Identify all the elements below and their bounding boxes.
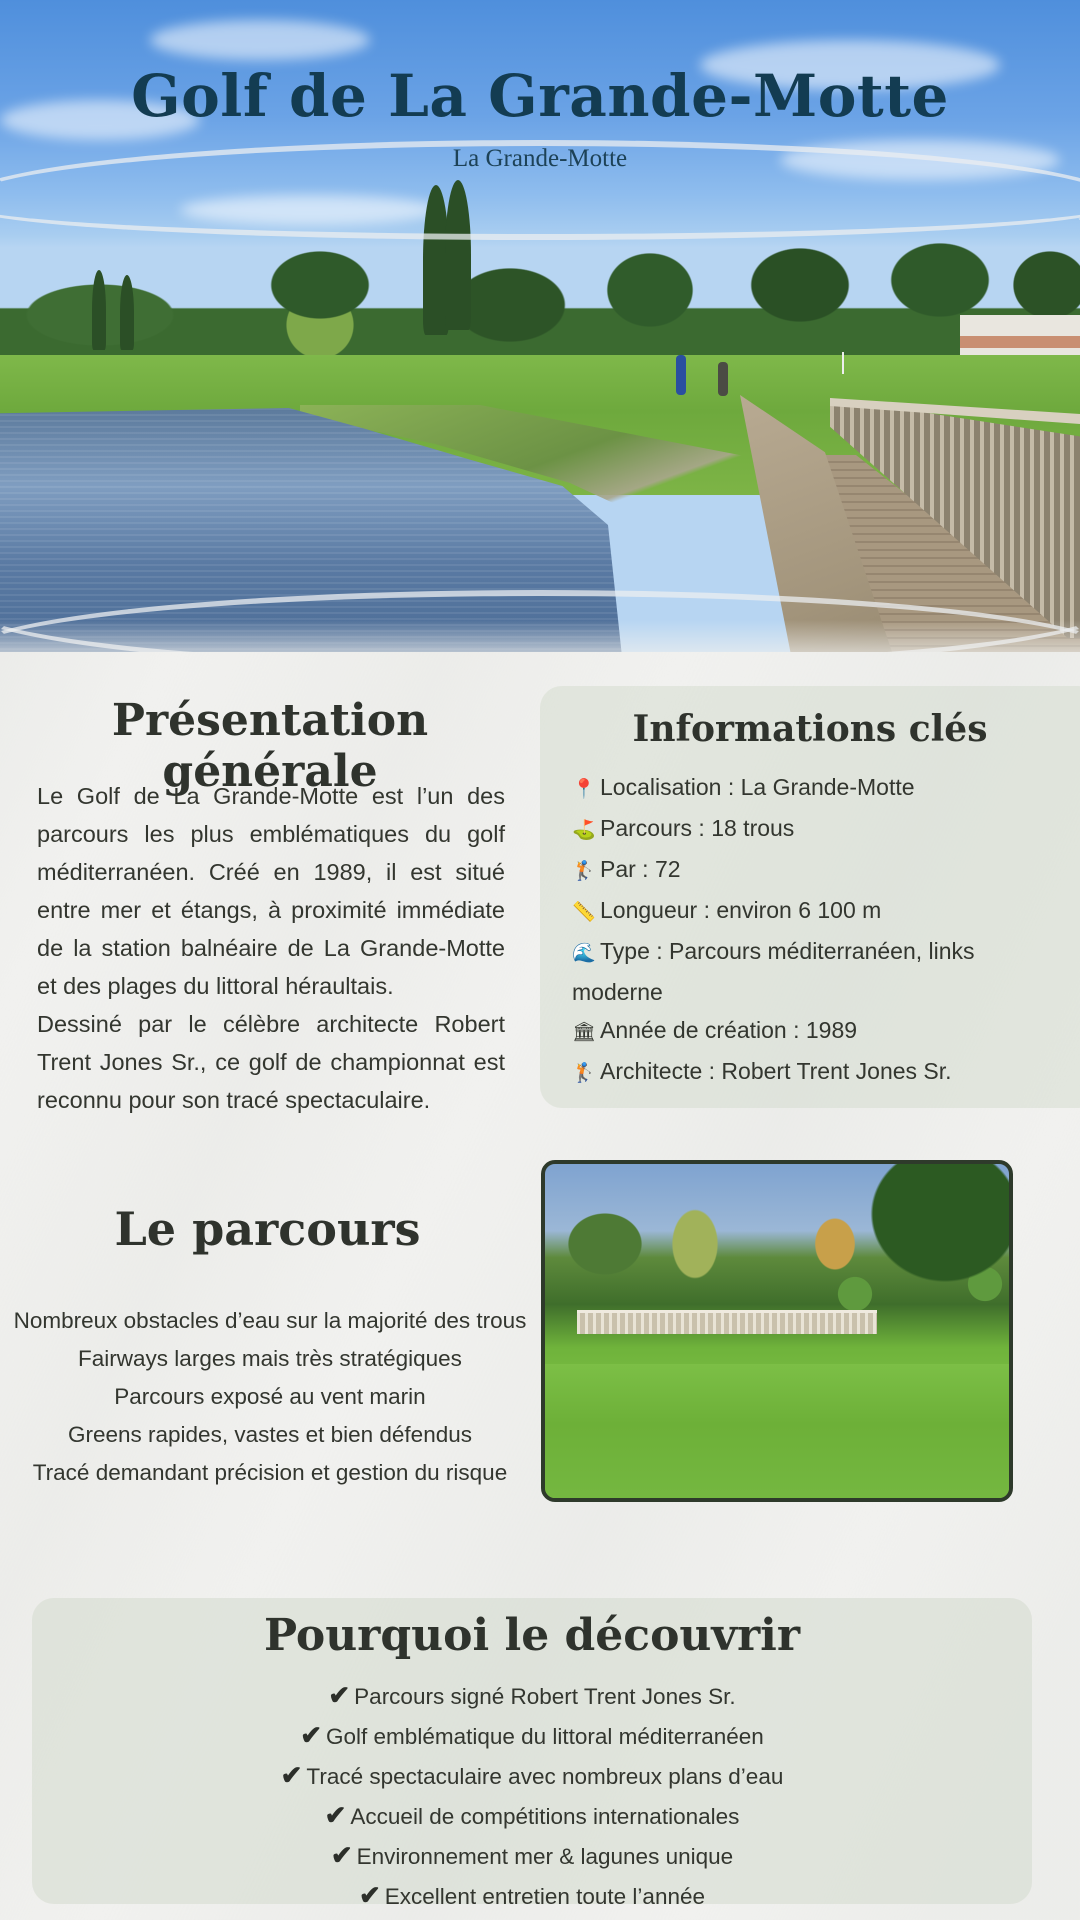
hole-flag [842, 352, 844, 374]
list-item: Fairways larges mais très stratégiques [78, 1346, 462, 1371]
list-item: Nombreux obstacles d’eau sur la majorité des trous [13, 1308, 527, 1333]
wave-icon: 🌊 [572, 943, 596, 964]
round-pushpin-icon: 📍 [572, 779, 596, 800]
list-item [32, 1796, 1032, 1836]
info-item-text: Localisation : La Grande-Motte [600, 774, 915, 800]
golfer-figure [718, 362, 728, 396]
checkmark-icon: ✔ [324, 1800, 347, 1830]
cloud [150, 20, 370, 60]
info-item-text: Type : Parcours méditerranéen, links moderne [572, 938, 975, 1005]
presentation-heading: Présentation générale [111, 695, 429, 797]
ruler-icon: 📏 [572, 902, 596, 923]
presentation-text [37, 777, 505, 1119]
list-item-text: Tracé spectaculaire avec nombreux plans d’eau [306, 1764, 784, 1789]
clubhouse-roof [960, 336, 1080, 348]
list-item [32, 1676, 1032, 1716]
golfer-icon: 🏌 [572, 861, 596, 882]
course-features-list [10, 1302, 530, 1492]
presentation-paragraph: Dessiné par le célèbre architecte Robert Trent Jones Sr., ce golf de championnat est reconnu pour son tracé spectaculaire. [37, 1011, 505, 1113]
checkmark-icon: ✔ [330, 1840, 353, 1870]
info-item-par [572, 850, 1032, 891]
info-item-text: Par : 72 [600, 856, 681, 882]
photo-bridge [577, 1310, 877, 1334]
poplar-tree [120, 275, 134, 350]
hero-banner [0, 0, 1080, 652]
info-item-text: Parcours : 18 trous [600, 815, 795, 841]
list-item-text: Excellent entretien toute l’année [384, 1884, 705, 1909]
golfer-icon: 🏌 [572, 1063, 596, 1084]
key-info-list [572, 768, 1032, 1093]
classical-building-icon: 🏛 [572, 1022, 597, 1043]
info-item-type [572, 932, 1032, 1011]
decorative-wave [0, 170, 1080, 240]
info-item-location [572, 768, 1032, 809]
poplar-tree [92, 270, 106, 350]
info-item-holes [572, 809, 1032, 850]
why-discover-list [32, 1676, 1032, 1916]
presentation-paragraph: Le Golf de La Grande-Motte est l’un des parcours les plus emblématiques du golf méditerranéen. Créé en 1989, il est situé entre mer et étangs, à proximité immédiate de la station balnéaire de La Grande-Motte et des plages du littoral héraultais. [37, 783, 505, 999]
list-item-text: Golf emblématique du littoral méditerranéen [326, 1724, 764, 1749]
list-item [32, 1716, 1032, 1756]
flag-in-hole-icon: ⛳ [572, 820, 596, 841]
key-info-heading: Informations clés [632, 708, 988, 750]
list-item: Tracé demandant précision et gestion du risque [32, 1460, 508, 1485]
list-item: Parcours exposé au vent marin [114, 1384, 426, 1409]
list-item [32, 1756, 1032, 1796]
list-item: Greens rapides, vastes et bien défendus [67, 1422, 472, 1447]
info-item-text: Longueur : environ 6 100 m [600, 897, 882, 923]
why-discover-card [32, 1598, 1032, 1910]
course-heading: Le parcours [114, 1202, 421, 1256]
info-item-year [572, 1011, 1032, 1052]
list-item [32, 1836, 1032, 1876]
golfer-figure [676, 355, 686, 395]
why-discover-heading: Pourquoi le découvrir [263, 1610, 801, 1661]
checkmark-icon: ✔ [280, 1760, 303, 1790]
info-item-text: Architecte : Robert Trent Jones Sr. [600, 1058, 952, 1084]
list-item-text: Accueil de compétitions internationales [350, 1804, 740, 1829]
list-item-text: Parcours signé Robert Trent Jones Sr. [354, 1684, 736, 1709]
info-item-architect [572, 1052, 1032, 1093]
page-title: Golf de La Grande-Motte [131, 62, 949, 130]
checkmark-icon: ✔ [328, 1680, 351, 1710]
course-photo [541, 1160, 1013, 1502]
checkmark-icon: ✔ [358, 1880, 381, 1910]
list-item-text: Environnement mer & lagunes unique [356, 1844, 734, 1869]
key-info-card [540, 686, 1080, 1108]
page-subtitle: La Grande-Motte [452, 145, 628, 172]
photo-fairway [545, 1364, 1009, 1502]
checkmark-icon: ✔ [300, 1720, 323, 1750]
info-item-length [572, 891, 1032, 932]
hero-fade [0, 620, 1080, 652]
info-item-text: Année de création : 1989 [600, 1017, 858, 1043]
list-item [32, 1876, 1032, 1916]
